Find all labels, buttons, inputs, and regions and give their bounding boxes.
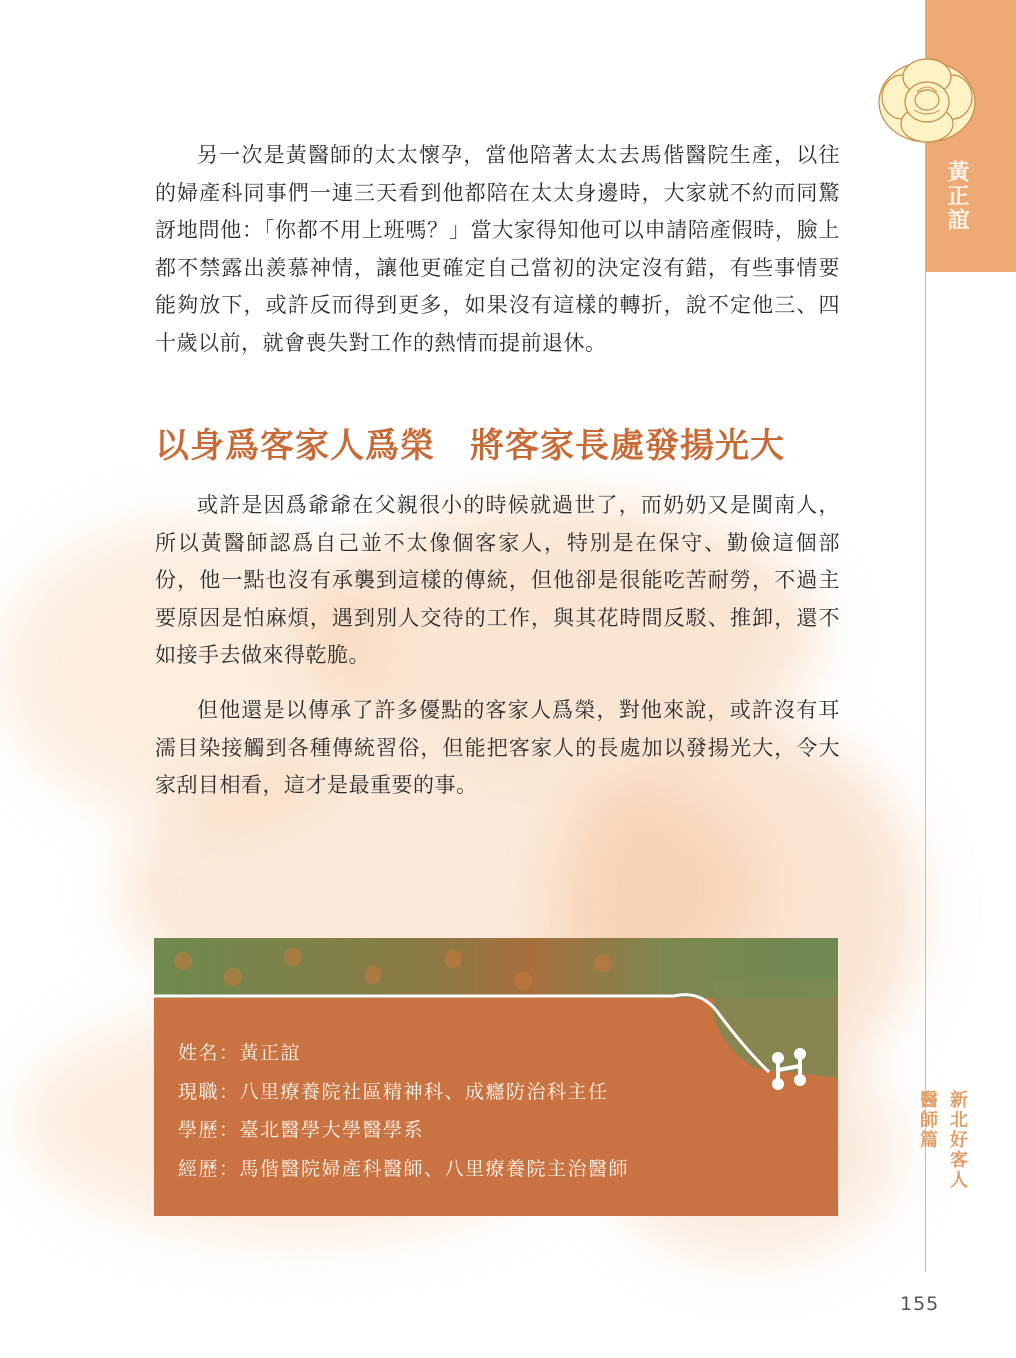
series-title: 新北好客人	[947, 1090, 968, 1190]
profile-card	[154, 938, 838, 1216]
page-number: 155	[900, 1293, 940, 1315]
profile-education: 學歷：臺北醫學大學醫學系	[178, 1119, 425, 1141]
side-tab-name: 黃正誼	[944, 160, 970, 232]
section-heading: 以身爲客家人爲榮 將客家長處發揚光大	[155, 426, 785, 466]
series-label	[917, 1090, 972, 1280]
profile-details	[178, 1034, 738, 1188]
profile-name: 姓名：黃正誼	[178, 1042, 302, 1064]
camellia-flower-icon	[872, 52, 982, 152]
paragraph-1: 另一次是黃醫師的太太懷孕，當他陪著太太去馬偕醫院生產，以往的婦產科同事們一連三天看到他都陪在太太身邊時，大家就不約而同驚訝地問他：「你都不用上班嗎？」當大家得知他可以申請陪產假時，臉上都不禁露出羨慕神情，讓他更確定自己當初的決定沒有錯，有些事情要能夠放下，或許反而得到更多，如果沒有這樣的轉折，說不定他三、四十歲以前，就會喪失對工作的熱情而提前退休。	[155, 143, 840, 355]
paragraph-2: 或許是因爲爺爺在父親很小的時候就過世了，而奶奶又是閩南人，所以黃醫師認爲自己並不太像個客家人，特別是在保守、勤儉這個部份，他一點也沒有承襲到這樣的傳統，但他卻是很能吃苦耐勞，不過主要原因是怕麻煩，遇到別人交待的工作，與其花時間反駁、推卸，還不如接手去做來得乾脆。	[155, 493, 840, 667]
profile-position: 現職：八里療養院社區精神科、成癮防治科主任	[178, 1080, 609, 1103]
paragraph-3: 但他還是以傳承了許多優點的客家人爲榮，對他來說，或許沒有耳濡目染接觸到各種傳統習俗，但能把客家人的長處加以發揚光大，令大家刮目相看，這才是最重要的事。	[155, 698, 840, 797]
series-subtitle: 醫師篇	[917, 1090, 938, 1150]
profile-experience: 經歷：馬偕醫院婦產科醫師、八里療養院主治醫師	[178, 1157, 630, 1180]
